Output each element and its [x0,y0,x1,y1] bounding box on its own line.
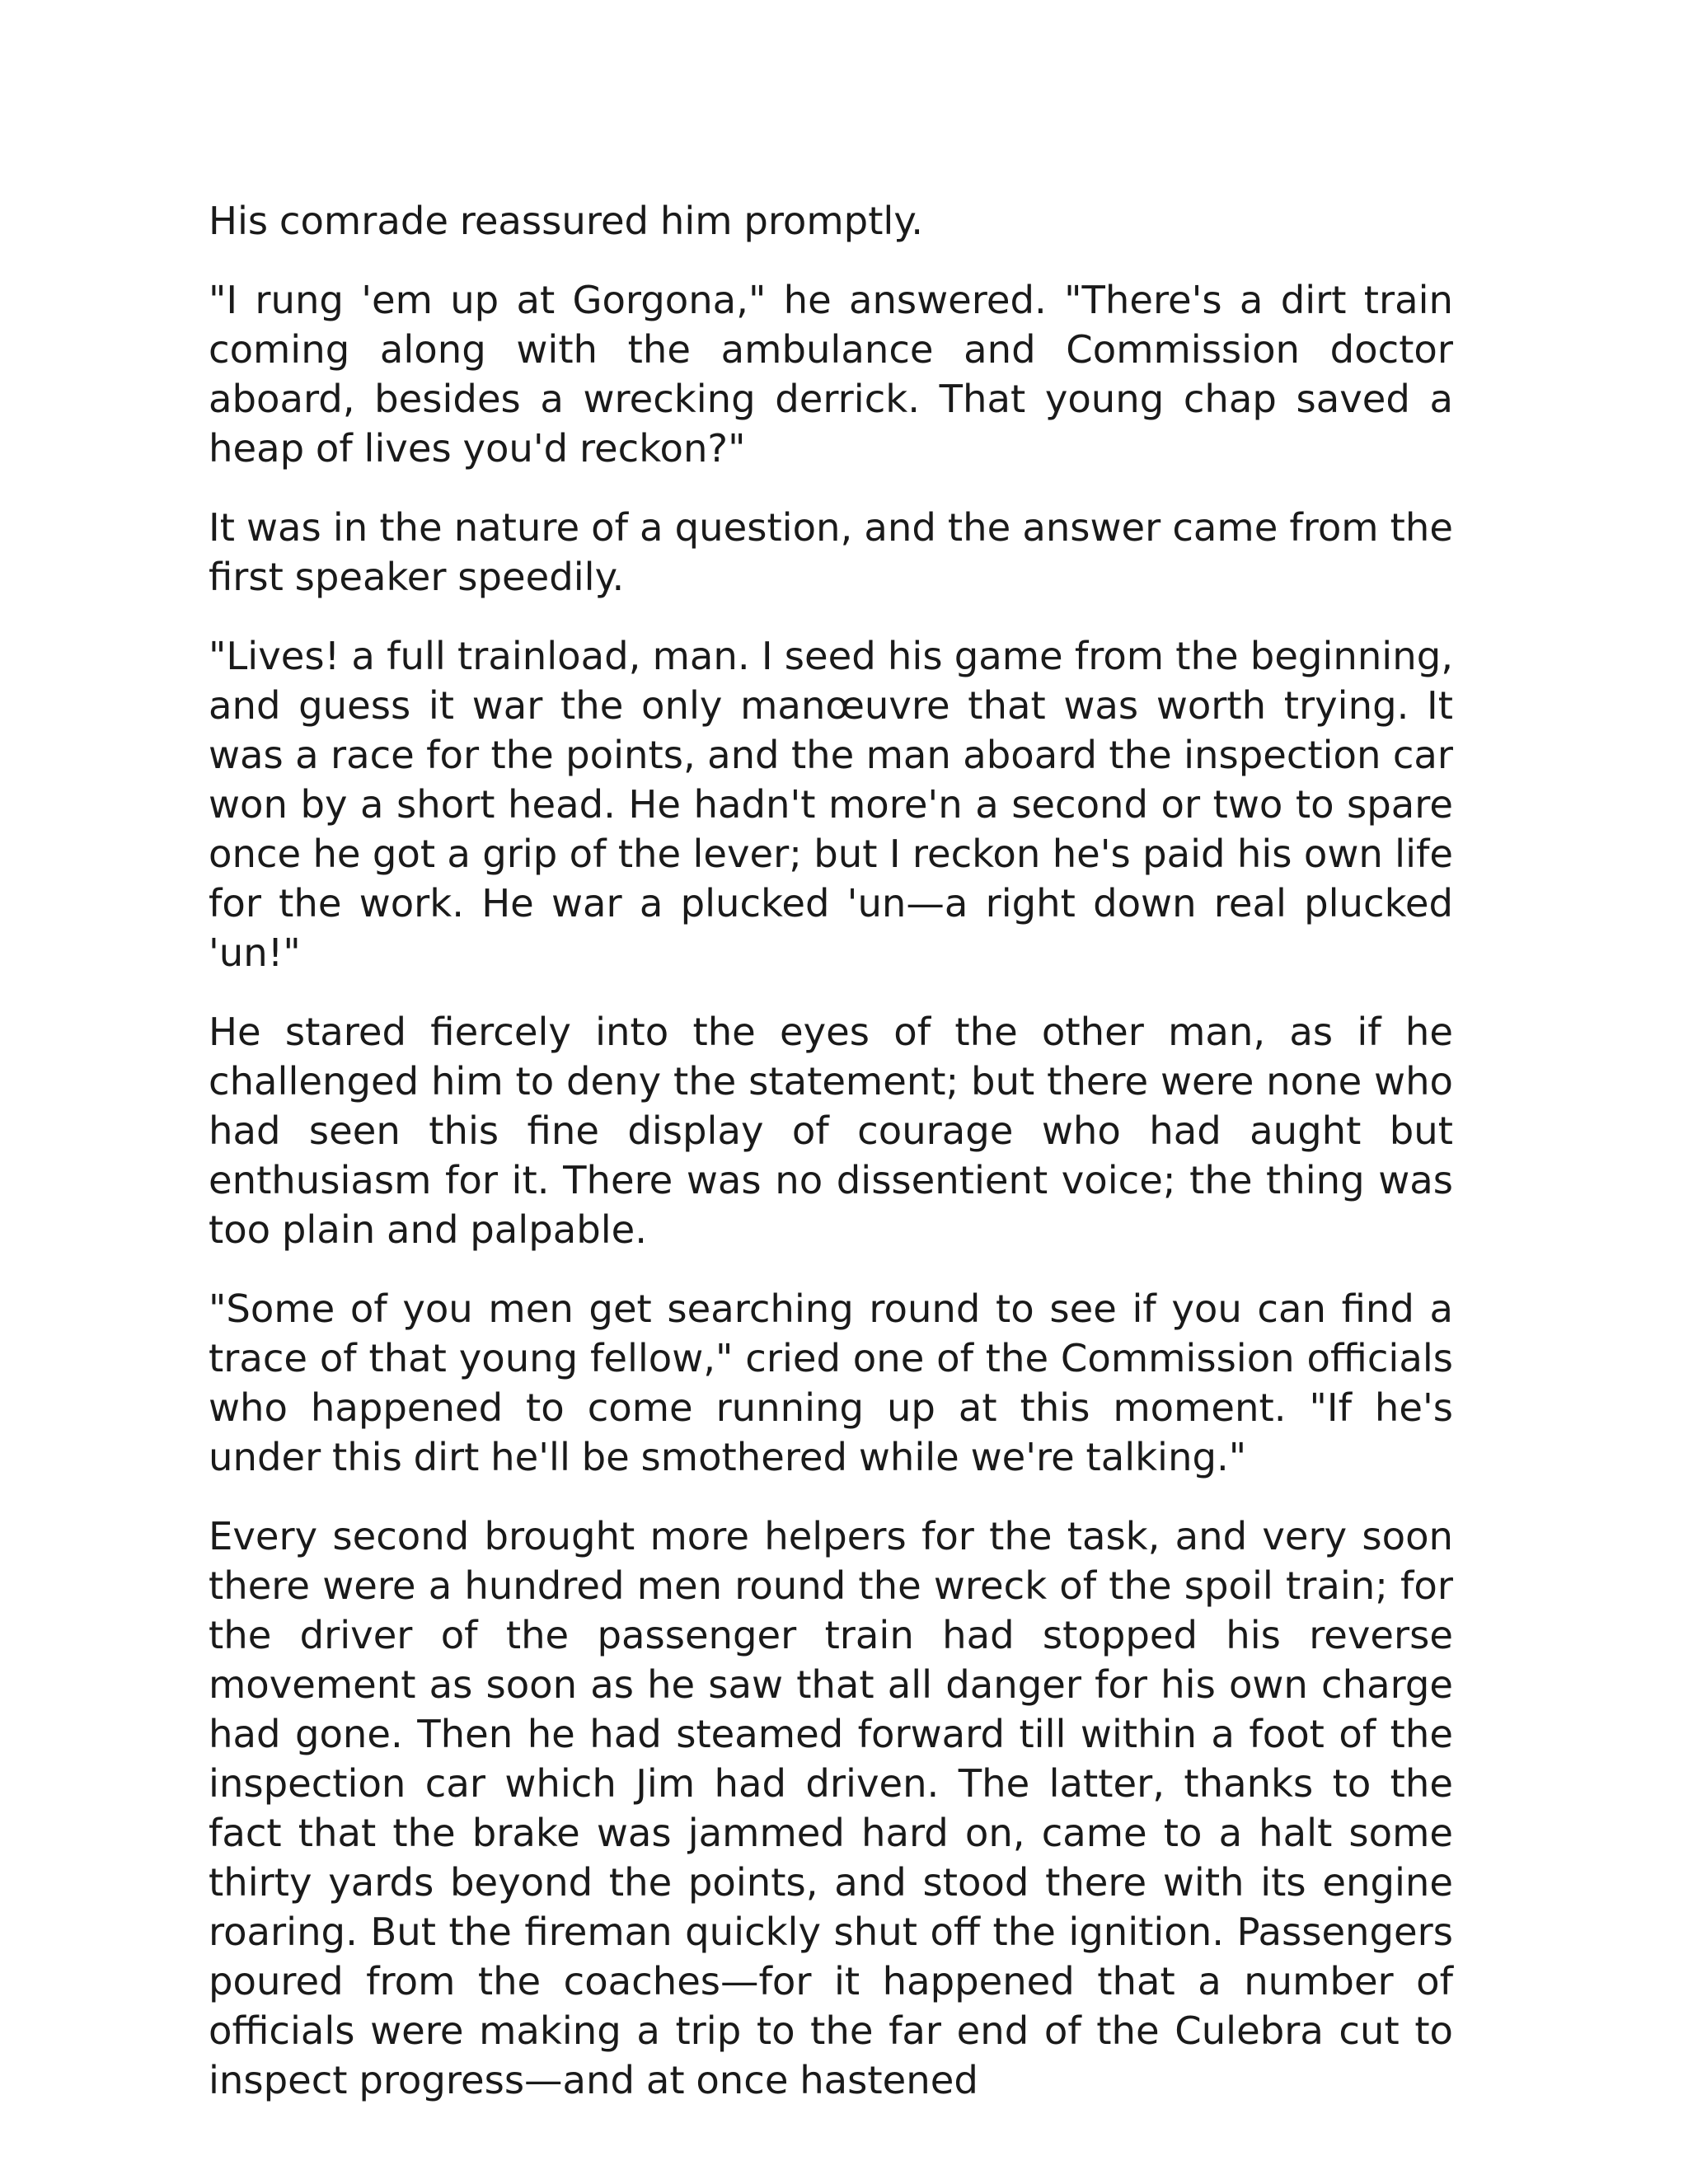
paragraph-2: "I rung 'em up at Gorgona," he answered. "There's a dirt train coming along with the ambulance and Commission doctor aboard, besides a wrecking derrick. That young chap saved a heap of lives you'd reckon?" [209,278,1453,471]
paragraph-6: "Some of you men get searching round to see if you can find a trace of that young fellow," cried one of the Commission officials who happened to come running up at this moment. "If he's under this dirt he'll be smothered while we're talking." [209,1286,1453,1479]
paragraph-4: "Lives! a full trainload, man. I seed his game from the beginning, and guess it war the only manœuvre that was worth trying. It was a race for the points, and the man aboard the inspection car won by a short head. He hadn't more'n a second or two to spare once he got a grip of the lever; but I reckon he's paid his own life for the work. He war a plucked 'un—a right down real plucked 'un!" [209,634,1453,975]
paragraph-5: He stared fiercely into the eyes of the other man, as if he challenged him to deny the statement; but there were none who had seen this fine display of courage who had aught but enthusiasm for it. There was no dissentient voice; the thing was too plain and palpable. [209,1010,1453,1252]
page-body [209,196,1453,2105]
paragraph-7: Every second brought more helpers for the task, and very soon there were a hundred men round the wreck of the spoil train; for the driver of the passenger train had stopped his reverse movement as soon as he saw that all danger for his own charge had gone. Then he had steamed forward till within a foot of the inspection car which Jim had driven. The latter, thanks to the fact that the brake was jammed hard on, came to a halt some thirty yards beyond the points, and stood there with its engine roaring. But the fireman quickly shut off the ignition. Passengers poured from the coaches—for it happened that a number of officials were making a trip to the far end of the Culebra cut to inspect progress—and at once hastened [209,1514,1453,2102]
paragraph-1: His comrade reassured him promptly. [209,199,924,243]
paragraph-3: It was in the nature of a question, and the answer came from the first speaker speedily. [209,505,1453,599]
